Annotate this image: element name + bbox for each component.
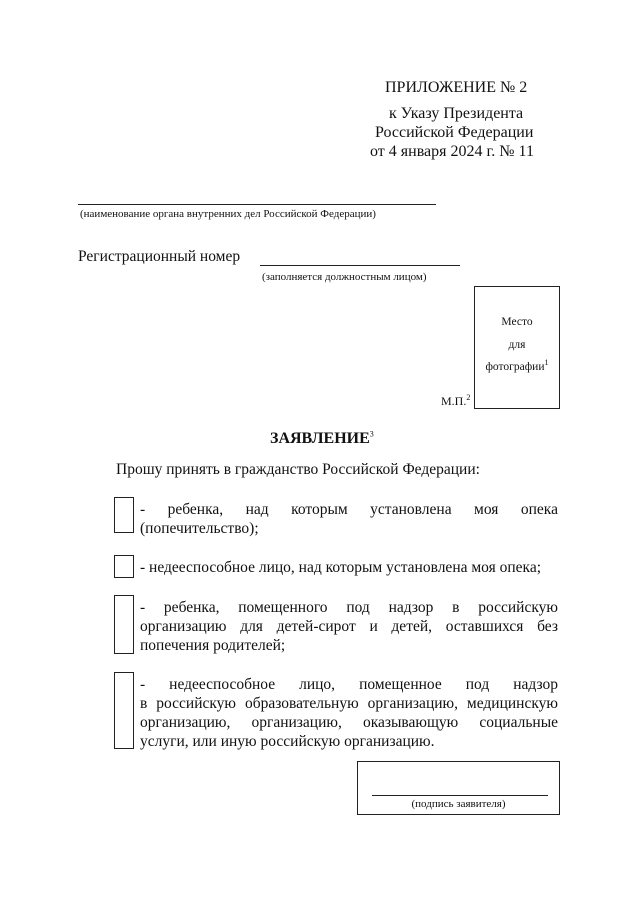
option-3-rest: организацию для детей-сирот и детей, оставшихся без попечения родителей; [140,618,558,654]
decree-line-2: Российской Федерации [375,124,534,141]
option-2-checkbox[interactable] [114,555,134,578]
photo-label-3 [474,358,560,373]
registration-caption: (заполняется должностным лицом) [262,271,427,283]
stamp-label: М.П. [441,394,467,408]
page-title [270,430,374,448]
option-3-checkbox[interactable] [114,595,134,654]
authority-caption: (наименование органа внутренних дел Российской Федерации) [80,208,376,220]
registration-number-line [260,265,460,266]
authority-name-line [78,204,436,205]
photo-label-3-text: фотографии [485,361,545,373]
photo-footnote: 1 [544,358,549,368]
decree-line-1: к Указу Президента [389,105,524,122]
option-1-first-line: - ребенка, над которым установлена моя опека [140,501,558,518]
photo-label-2: для [508,339,526,351]
option-4-first-line: - недееспособное лицо, помещенное под надзор [140,676,558,693]
option-1-rest: (попечительство); [140,520,259,537]
option-2-first-line: - недееспособное лицо, над которым установлена моя опека; [140,559,542,576]
option-4-checkbox[interactable] [114,672,134,749]
signature-caption: (подпись заявителя) [411,798,506,810]
option-1-checkbox[interactable] [114,497,134,533]
title-footnote: 3 [369,429,374,439]
option-3-first-line: - ребенка, помещенного под надзор в российскую [140,599,558,616]
intro-text: Прошу принять в гражданство Российской Федерации: [116,461,480,478]
option-4-rest: в российскую образовательную организацию, медицинскую организацию, организацию, оказывающую социальные услуги, или иную российскую организацию. [140,695,558,750]
decree-line-3: от 4 января 2024 г. № 11 [370,143,534,160]
photo-label-1: Место [501,316,533,328]
registration-label: Регистрационный номер [78,248,241,265]
title-text: ЗАЯВЛЕНИЕ [270,430,370,447]
signature-line [372,795,548,796]
stamp-place [441,394,470,409]
stamp-footnote: 2 [466,393,471,402]
appendix-number: ПРИЛОЖЕНИЕ № 2 [385,79,528,96]
